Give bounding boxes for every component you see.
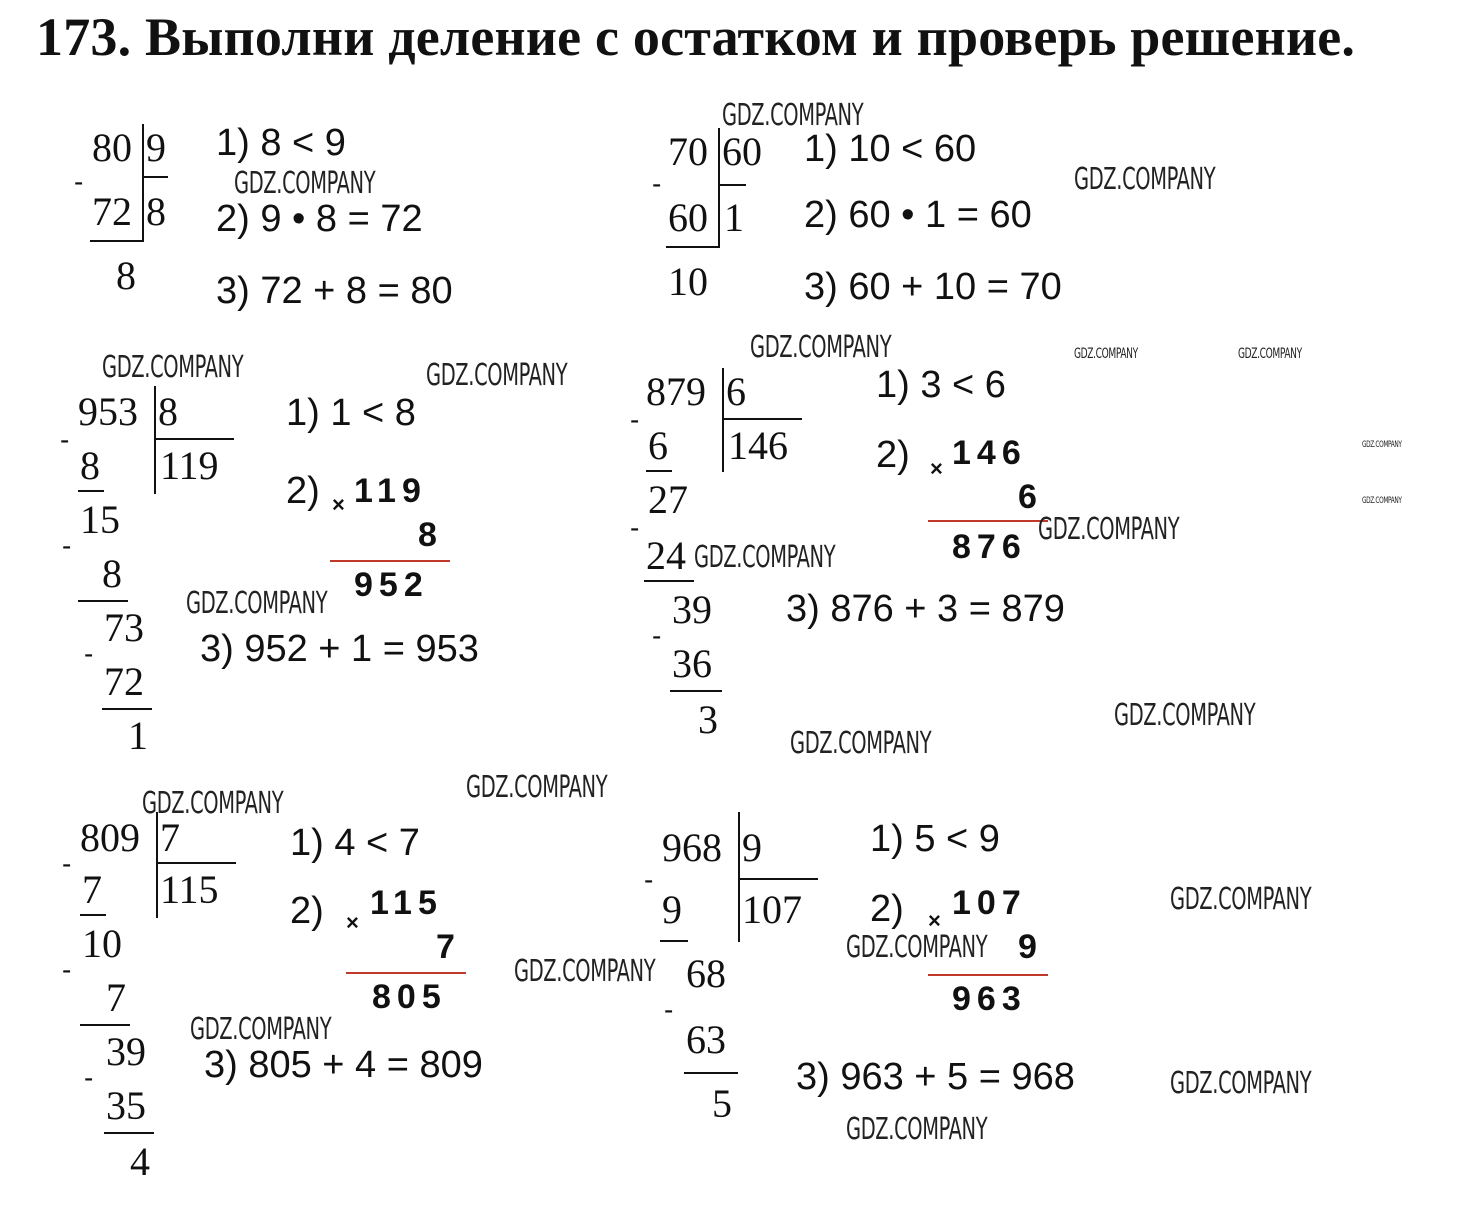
division-bar-horizontal bbox=[718, 184, 746, 186]
division-bar-horizontal bbox=[142, 176, 168, 178]
watermark-text: GDZ.COMPANY bbox=[1362, 440, 1402, 450]
division-bar-vertical bbox=[142, 124, 144, 242]
subtraction-line bbox=[90, 240, 144, 242]
subtrahend: 36 bbox=[672, 641, 712, 686]
multiplicand: 119 bbox=[354, 472, 427, 510]
minus-sign: - bbox=[62, 954, 72, 985]
watermark-text: GDZ.COMPANY bbox=[846, 930, 988, 965]
subtrahend: 7 bbox=[106, 975, 126, 1020]
divisor: 9 bbox=[742, 825, 762, 870]
quotient: 8 bbox=[146, 189, 166, 234]
minus-sign: - bbox=[60, 424, 70, 455]
exercise-title: 173. Выполни деление с остатком и проверь решение. bbox=[36, 7, 1356, 67]
minus-sign: - bbox=[630, 404, 640, 435]
step-3: 3) 952 + 1 = 953 bbox=[200, 628, 479, 670]
step-3: 3) 72 + 8 = 80 bbox=[216, 270, 453, 312]
times-sign: × bbox=[930, 456, 943, 481]
dividend: 809 bbox=[80, 815, 140, 860]
remainder: 1 bbox=[128, 713, 148, 758]
subtrahend: 24 bbox=[646, 533, 686, 578]
quotient: 107 bbox=[742, 887, 802, 932]
subtraction-line bbox=[644, 580, 694, 582]
partial-remainder: 73 bbox=[104, 605, 144, 650]
multiplier: 8 bbox=[418, 516, 443, 554]
partial-remainder: 15 bbox=[80, 497, 120, 542]
times-sign: × bbox=[928, 908, 941, 933]
subtraction-line bbox=[104, 1132, 154, 1134]
quotient: 146 bbox=[728, 423, 788, 468]
watermark-text: GDZ.COMPANY bbox=[790, 726, 932, 761]
minus-sign: - bbox=[630, 512, 640, 543]
subtrahend: 72 bbox=[104, 659, 144, 704]
partial-remainder: 27 bbox=[648, 477, 688, 522]
subtraction-line bbox=[660, 940, 688, 942]
quotient: 115 bbox=[160, 867, 219, 912]
minus-sign: - bbox=[74, 166, 84, 197]
subtraction-line bbox=[80, 1024, 130, 1026]
minus-sign: - bbox=[62, 530, 72, 561]
watermark-text: GDZ.COMPANY bbox=[722, 98, 864, 133]
division-bar-vertical bbox=[738, 812, 740, 942]
division-bar-horizontal bbox=[154, 438, 234, 440]
product: 876 bbox=[952, 528, 1027, 566]
watermark-text: GDZ.COMPANY bbox=[102, 350, 244, 385]
subtrahend: 9 bbox=[662, 887, 682, 932]
multiplier: 6 bbox=[1018, 478, 1043, 516]
multiplicand: 146 bbox=[952, 434, 1027, 472]
watermark-text: GDZ.COMPANY bbox=[846, 1112, 988, 1147]
subtrahend: 72 bbox=[92, 189, 132, 234]
multiplication-line bbox=[928, 520, 1048, 522]
partial-remainder: 39 bbox=[106, 1029, 146, 1074]
subtraction-line bbox=[684, 1072, 738, 1074]
subtrahend: 8 bbox=[102, 551, 122, 596]
times-sign: × bbox=[346, 910, 359, 935]
minus-sign: - bbox=[84, 1062, 94, 1093]
division-bar-vertical bbox=[718, 128, 720, 246]
remainder: 10 bbox=[668, 259, 708, 304]
watermark-text: GDZ.COMPANY bbox=[1038, 512, 1180, 547]
multiplicand: 107 bbox=[952, 884, 1027, 922]
subtraction-line bbox=[78, 600, 128, 602]
subtrahend: 7 bbox=[82, 867, 102, 912]
dividend: 879 bbox=[646, 369, 706, 414]
subtrahend: 60 bbox=[668, 195, 708, 240]
divisor: 8 bbox=[158, 389, 178, 434]
multiplication-line bbox=[928, 974, 1048, 976]
subtraction-line bbox=[80, 914, 106, 916]
subtrahend: 8 bbox=[80, 443, 100, 488]
dividend: 953 bbox=[78, 389, 138, 434]
watermark-text: GDZ.COMPANY bbox=[750, 330, 892, 365]
quotient: 119 bbox=[160, 443, 219, 488]
watermark-text: GDZ.COMPANY bbox=[186, 586, 328, 621]
minus-sign: - bbox=[62, 848, 72, 879]
watermark-text: GDZ.COMPANY bbox=[466, 770, 608, 805]
division-bar-horizontal bbox=[156, 862, 236, 864]
partial-remainder: 39 bbox=[672, 587, 712, 632]
partial-remainder: 68 bbox=[686, 951, 726, 996]
multiplication-line bbox=[330, 560, 450, 562]
watermark-text: GDZ.COMPANY bbox=[514, 954, 656, 989]
step-2: 2) bbox=[286, 470, 320, 512]
subtrahend: 6 bbox=[648, 423, 668, 468]
divisor: 6 bbox=[726, 369, 746, 414]
step-2: 2) 60 • 1 = 60 bbox=[804, 194, 1032, 236]
product: 963 bbox=[952, 980, 1027, 1018]
subtrahend: 63 bbox=[686, 1017, 726, 1062]
minus-sign: - bbox=[664, 994, 674, 1025]
step-1: 1) 10 < 60 bbox=[804, 128, 977, 170]
step-2: 2) 9 • 8 = 72 bbox=[216, 198, 423, 240]
times-sign: × bbox=[332, 492, 345, 517]
watermark-text: GDZ.COMPANY bbox=[1238, 346, 1302, 362]
subtraction-line bbox=[102, 708, 152, 710]
divisor: 60 bbox=[722, 129, 762, 174]
partial-remainder: 10 bbox=[82, 921, 122, 966]
step-2: 2) bbox=[290, 890, 324, 932]
watermark-text: GDZ.COMPANY bbox=[426, 358, 568, 393]
step-1: 1) 5 < 9 bbox=[870, 818, 1000, 860]
divisor: 7 bbox=[160, 815, 180, 860]
watermark-text: GDZ.COMPANY bbox=[694, 540, 836, 575]
subtraction-line bbox=[78, 490, 104, 492]
multiplication-line bbox=[346, 972, 466, 974]
subtraction-line bbox=[666, 246, 720, 248]
product: 805 bbox=[372, 978, 447, 1016]
multiplier: 7 bbox=[436, 928, 461, 966]
step-1: 1) 8 < 9 bbox=[216, 122, 346, 164]
step-3: 3) 876 + 3 = 879 bbox=[786, 588, 1065, 630]
product: 952 bbox=[354, 566, 429, 604]
divisor: 9 bbox=[146, 125, 166, 170]
watermark-text: GDZ.COMPANY bbox=[190, 1012, 332, 1047]
quotient: 1 bbox=[724, 195, 744, 240]
subtraction-line bbox=[646, 470, 672, 472]
step-3: 3) 805 + 4 = 809 bbox=[204, 1044, 483, 1086]
watermark-text: GDZ.COMPANY bbox=[1170, 882, 1312, 917]
multiplicand: 115 bbox=[370, 884, 443, 922]
remainder: 3 bbox=[698, 697, 718, 742]
step-1: 1) 3 < 6 bbox=[876, 364, 1006, 406]
watermark-text: GDZ.COMPANY bbox=[142, 786, 284, 821]
division-bar-horizontal bbox=[738, 878, 818, 880]
step-3: 3) 963 + 5 = 968 bbox=[796, 1056, 1075, 1098]
watermark-text: GDZ.COMPANY bbox=[234, 166, 376, 201]
multiplier: 9 bbox=[1018, 928, 1043, 966]
watermark-text: GDZ.COMPANY bbox=[1074, 346, 1138, 362]
watermark-text: GDZ.COMPANY bbox=[1170, 1066, 1312, 1101]
minus-sign: - bbox=[652, 620, 662, 651]
watermark-text: GDZ.COMPANY bbox=[1114, 698, 1256, 733]
watermark-text: GDZ.COMPANY bbox=[1362, 496, 1402, 506]
division-bar-vertical bbox=[156, 812, 158, 918]
division-bar-vertical bbox=[722, 368, 724, 472]
step-1: 1) 1 < 8 bbox=[286, 392, 416, 434]
remainder: 8 bbox=[116, 253, 136, 298]
dividend: 968 bbox=[662, 825, 722, 870]
minus-sign: - bbox=[652, 168, 662, 199]
watermark-text: GDZ.COMPANY bbox=[1074, 162, 1216, 197]
subtraction-line bbox=[670, 690, 722, 692]
division-bar-vertical bbox=[154, 386, 156, 494]
remainder: 4 bbox=[130, 1139, 150, 1184]
subtrahend: 35 bbox=[106, 1083, 146, 1128]
step-1: 1) 4 < 7 bbox=[290, 822, 420, 864]
step-2: 2) bbox=[876, 434, 910, 476]
dividend: 80 bbox=[92, 125, 132, 170]
division-bar-horizontal bbox=[722, 418, 802, 420]
dividend: 70 bbox=[668, 129, 708, 174]
step-2: 2) bbox=[870, 888, 904, 930]
step-3: 3) 60 + 10 = 70 bbox=[804, 266, 1062, 308]
minus-sign: - bbox=[84, 638, 94, 669]
remainder: 5 bbox=[712, 1081, 732, 1126]
minus-sign: - bbox=[644, 864, 654, 895]
